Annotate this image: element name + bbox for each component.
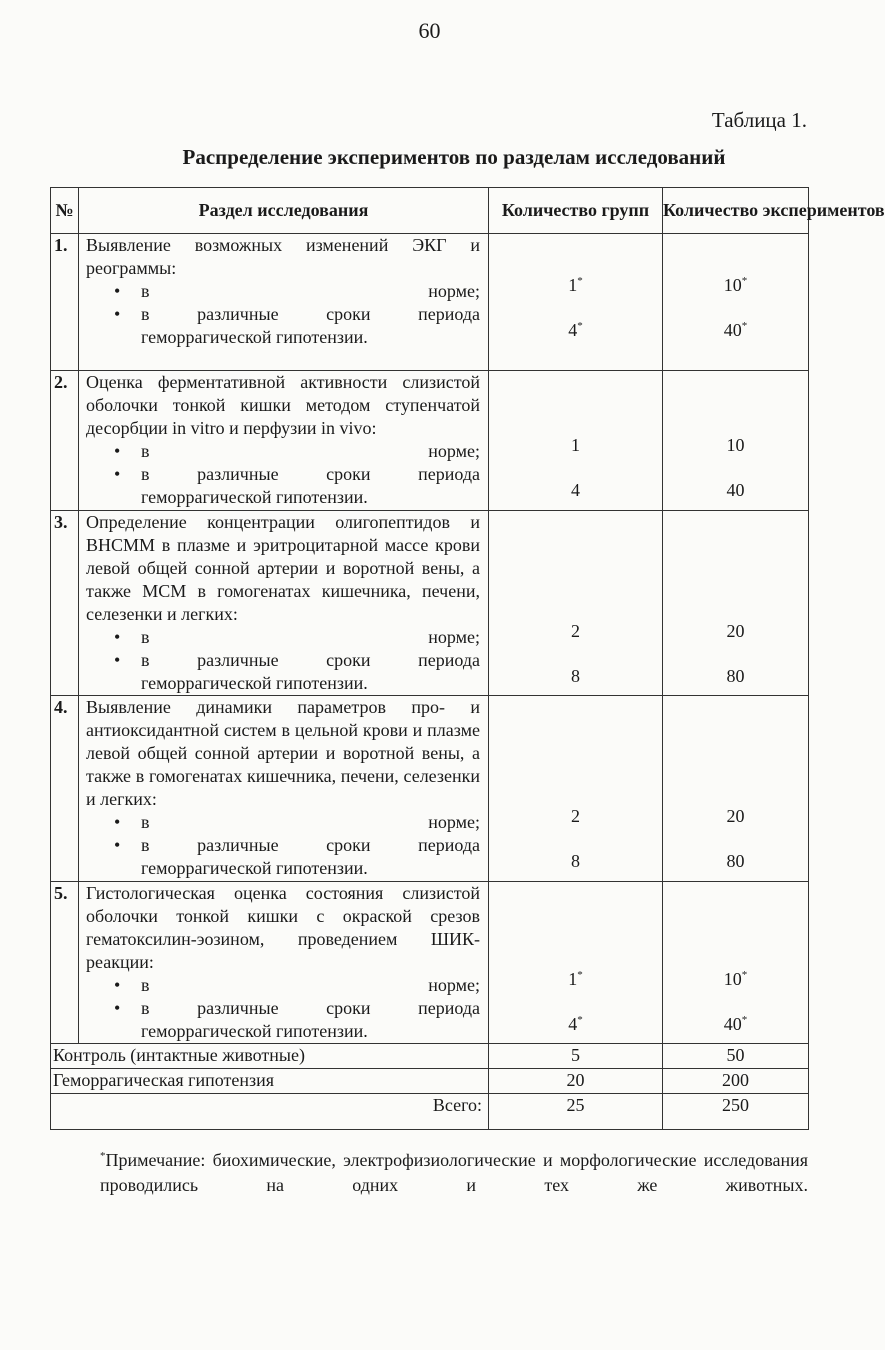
row-text: Определение концентрации олигопептидов и ВНСММ в плазме и эритроцитарной массе крови левой общей сонной артерии и воротной вены, а также МСМ в гомогенатах кишечника, печени, селезенки и легких: <box>86 512 480 624</box>
bullet-item <box>86 649 480 695</box>
row-text: Выявление возможных изменений ЭКГ и реограммы: <box>86 235 480 278</box>
asterisk-mark: * <box>577 969 583 981</box>
bullet-icon: • <box>114 650 121 670</box>
bullet-icon: • <box>114 812 121 832</box>
bullet-text: в норме; <box>141 627 480 647</box>
row-experiments <box>663 371 809 511</box>
summary-row-hypotension <box>51 1069 809 1094</box>
bullet-icon: • <box>114 281 121 301</box>
bullet-icon: • <box>114 998 121 1018</box>
footnote-mark: * <box>100 1150 106 1162</box>
bullet-item <box>86 997 480 1043</box>
row-number: 5. <box>51 882 79 1044</box>
row-number: 3. <box>51 511 79 696</box>
asterisk-mark: * <box>577 275 583 287</box>
bullet-text: в норме; <box>141 281 480 301</box>
asterisk-mark: * <box>741 275 748 287</box>
row-number: 4. <box>51 696 79 882</box>
experiments-value: 20 <box>726 806 745 826</box>
summary-experiments: 200 <box>663 1069 809 1094</box>
groups-value: 1* <box>568 275 583 295</box>
bullet-icon: • <box>114 975 121 995</box>
row-description <box>79 696 489 882</box>
experiments-value: 10* <box>723 275 748 295</box>
bullet-icon: • <box>114 464 121 484</box>
footnote <box>50 1148 808 1198</box>
groups-value: 8 <box>571 851 580 871</box>
experiments-value: 10* <box>723 969 748 989</box>
groups-value: 8 <box>571 666 580 686</box>
bullet-text: в различные сроки периода геморрагической гипотензии. <box>141 464 480 507</box>
table-row <box>51 371 809 511</box>
row-description <box>79 511 489 696</box>
summary-experiments: 50 <box>663 1044 809 1069</box>
bullet-text: в различные сроки периода геморрагической гипотензии. <box>141 998 480 1041</box>
row-groups <box>489 882 663 1044</box>
row-experiments <box>663 696 809 882</box>
groups-value: 1 <box>571 435 580 455</box>
experiments-value: 40* <box>723 320 748 340</box>
table-row <box>51 882 809 1044</box>
bullet-item <box>86 463 480 509</box>
experiments-value: 80 <box>726 666 745 686</box>
table-row <box>51 234 809 371</box>
header-experiments: Количество экспериментов <box>663 188 809 234</box>
groups-value: 1* <box>568 969 583 989</box>
row-text: Оценка ферментативной активности слизистой оболочки тонкой кишки методом ступенчатой десорбции in vitro и перфузии in vivo: <box>86 372 480 438</box>
bullet-item <box>86 303 480 349</box>
footnote-text: *Примечание: биохимические, электрофизиологические и морфологические исследования проводились на одних и тех же животных. <box>100 1150 808 1195</box>
bullet-item <box>86 626 480 649</box>
header-groups: Количество групп <box>489 188 663 234</box>
asterisk-mark: * <box>741 1014 748 1026</box>
groups-value: 2 <box>571 806 580 826</box>
row-experiments <box>663 511 809 696</box>
experiments-value: 10 <box>726 435 745 455</box>
table-row <box>51 696 809 882</box>
summary-groups: 25 <box>489 1094 663 1130</box>
asterisk-mark: * <box>741 969 748 981</box>
bullet-icon: • <box>114 441 121 461</box>
row-description <box>79 234 489 371</box>
table-title: Распределение экспериментов по разделам исследований <box>182 145 726 169</box>
row-text: Выявление динамики параметров про- и антиоксидантной систем в цельной крови и плазме левой общей сонной артерии и воротной вены, а также в гомогенатах кишечника, печени, селезенки и легких: <box>86 697 480 809</box>
asterisk-mark: * <box>741 320 748 332</box>
asterisk-mark: * <box>577 1014 583 1026</box>
experiments-value: 80 <box>726 851 745 871</box>
summary-groups: 5 <box>489 1044 663 1069</box>
summary-row-control <box>51 1044 809 1069</box>
table-label: Таблица 1. <box>711 108 807 132</box>
bullet-text: в различные сроки периода геморрагической гипотензии. <box>141 304 480 347</box>
bullet-item <box>86 834 480 880</box>
bullet-text: в норме; <box>141 975 480 995</box>
header-num: № <box>51 188 79 234</box>
bullet-text: в норме; <box>141 812 480 832</box>
row-number: 2. <box>51 371 79 511</box>
summary-label: Контроль (интактные животные) <box>51 1044 489 1069</box>
row-experiments <box>663 882 809 1044</box>
table-header-row <box>51 188 809 234</box>
bullet-item <box>86 811 480 834</box>
row-number: 1. <box>51 234 79 371</box>
header-section: Раздел исследования <box>79 188 489 234</box>
groups-value: 4* <box>568 320 583 340</box>
row-description <box>79 371 489 511</box>
page-number: 60 <box>418 18 441 43</box>
bullet-text: в различные сроки периода геморрагической гипотензии. <box>141 650 480 693</box>
summary-row-total <box>51 1094 809 1130</box>
asterisk-mark: * <box>577 320 583 332</box>
bullet-item <box>86 280 480 303</box>
bullet-item <box>86 440 480 463</box>
summary-label: Всего: <box>51 1094 489 1130</box>
experiments-table <box>50 187 885 1130</box>
table-row <box>51 511 809 696</box>
row-groups <box>489 696 663 882</box>
bullet-icon: • <box>114 835 121 855</box>
experiments-value: 40 <box>726 480 745 500</box>
bullet-icon: • <box>114 627 121 647</box>
bullet-text: в различные сроки периода геморрагической гипотензии. <box>141 835 480 878</box>
bullet-icon: • <box>114 304 121 324</box>
bullet-text: в норме; <box>141 441 480 461</box>
groups-value: 4 <box>571 480 580 500</box>
summary-groups: 20 <box>489 1069 663 1094</box>
summary-label: Геморрагическая гипотензия <box>51 1069 489 1094</box>
row-groups <box>489 234 663 371</box>
row-text: Гистологическая оценка состояния слизистой оболочки тонкой кишки с окраской срезов гематоксилин-эозином, проведением ШИК-реакции: <box>86 883 480 972</box>
summary-experiments: 250 <box>663 1094 809 1130</box>
row-description <box>79 882 489 1044</box>
experiments-value: 20 <box>726 621 745 641</box>
row-groups <box>489 371 663 511</box>
groups-value: 4* <box>568 1014 583 1034</box>
groups-value: 2 <box>571 621 580 641</box>
bullet-item <box>86 974 480 997</box>
experiments-value: 40* <box>723 1014 748 1034</box>
row-groups <box>489 511 663 696</box>
row-experiments <box>663 234 809 371</box>
